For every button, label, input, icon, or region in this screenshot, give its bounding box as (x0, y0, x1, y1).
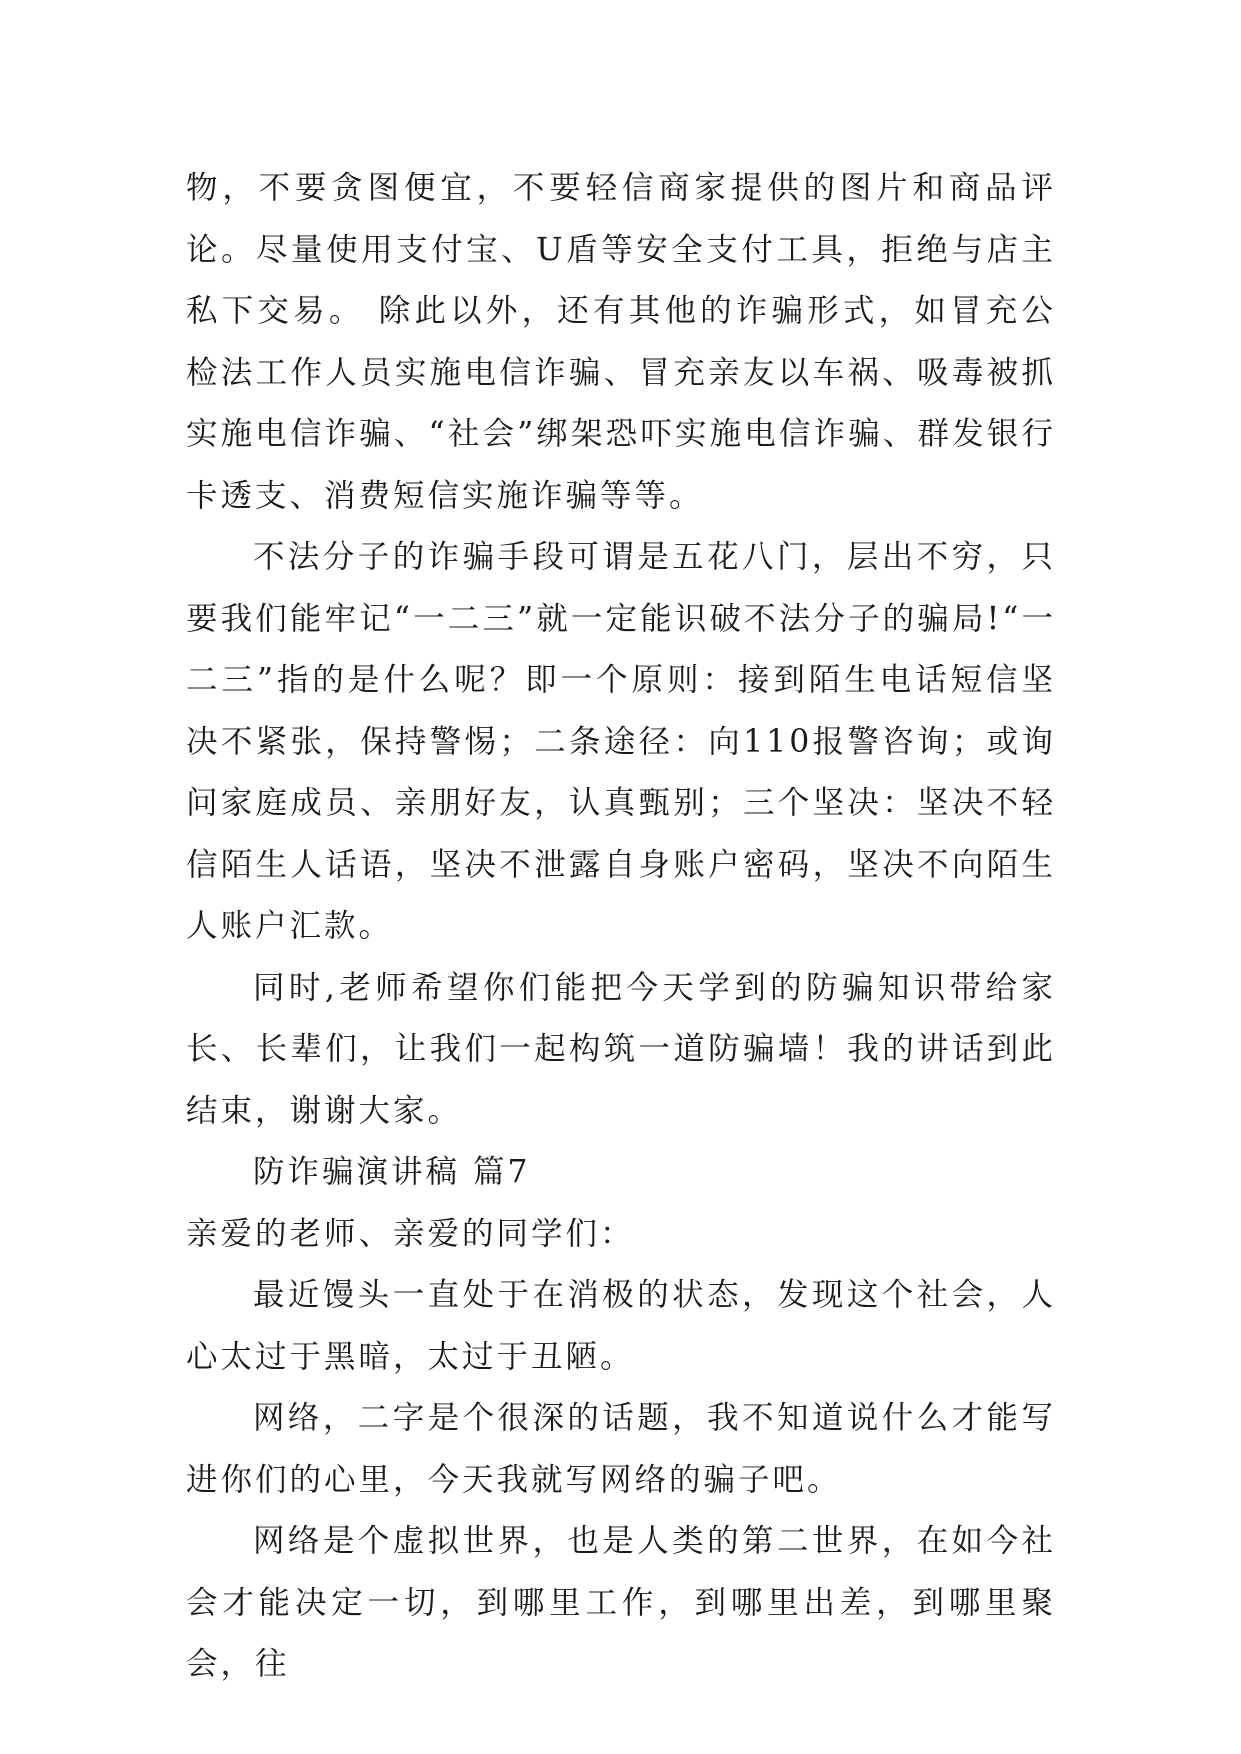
section-heading: 防诈骗演讲稿 篇7 (253, 1154, 531, 1190)
paragraph-one-two-three: 不法分子的诈骗手段可谓是五花八门，层出不穷，只要我们能牢记“一二三”就一定能识破不法分子的骗局!“一二三”指的是什么呢？即一个原则：接到陌生电话短信坚决不紧张，保持警惕；二条途径：向110报警咨询；或询问家庭成员、亲朋好友，认真甄别；三个坚决：坚决不轻信陌生人话语，坚决不泄露自身账户密码，坚决不向陌生人账户汇款。 (186, 539, 1056, 944)
salutation: 亲爱的老师、亲爱的同学们： (186, 1215, 635, 1252)
paragraph-closing-remarks: 同时,老师希望你们能把今天学到的防骗知识带给家长、长辈们，让我们一起构筑一道防骗墙！我的讲话到此结束，谢谢大家。 (186, 969, 1056, 1129)
document-body (186, 158, 1056, 1696)
paragraph-intro: 最近馒头一直处于在消极的状态，发现这个社会，人心太过于黑暗，太过于丑陋。 (186, 1277, 1056, 1375)
paragraph-network-topic: 网络，二字是个很深的话题，我不知道说什么才能写进你们的心里，今天我就写网络的骗子吧。 (186, 1400, 1056, 1498)
paragraph-virtual-world: 网络是个虚拟世界，也是人类的第二世界，在如今社会才能决定一切，到哪里工作，到哪里出差，到哪里聚会，往 (186, 1523, 1056, 1682)
paragraph-continuation: 物，不要贪图便宜，不要轻信商家提供的图片和商品评论。尽量使用支付宝、U盾等安全支付工具，拒绝与店主私下交易。 除此以外，还有其他的诈骗形式，如冒充公检法工作人员实施电信诈骗、冒充亲友以车祸、吸毒被抓实施电信诈骗、“社会”绑架恐吓实施电信诈骗、群发银行卡透支、消费短信实施诈骗等等。 (186, 170, 1056, 514)
